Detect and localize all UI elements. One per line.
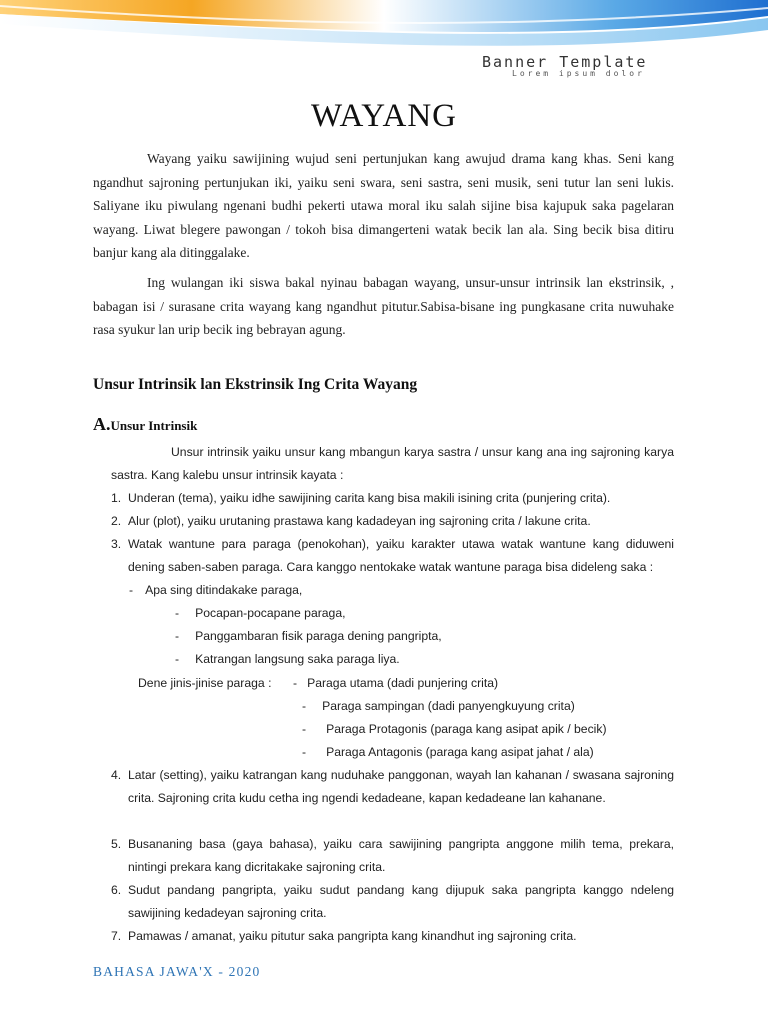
dash-marker: - bbox=[302, 722, 307, 736]
list-item bbox=[111, 833, 674, 879]
list-text: Underan (tema), yaiku idhe sawijining carita kang bisa makili isining crita (punjering crita). bbox=[128, 491, 611, 505]
dash-marker: - bbox=[175, 606, 180, 620]
brand-logo bbox=[482, 54, 692, 78]
list-text: Watak wantune para paraga (penokohan), yaiku karakter utawa watak wantune kang diduweni dening saben-saben paraga. Cara kanggo nentokake watak wantune paraga bisa dideleng saka : bbox=[128, 537, 674, 574]
list-number: 5. bbox=[111, 837, 122, 851]
brand-subtitle: Lorem ipsum dolor bbox=[512, 69, 645, 78]
paragraph-lesson bbox=[93, 271, 674, 342]
list-number: 4. bbox=[111, 768, 122, 782]
sub-list-lead bbox=[129, 579, 302, 602]
dash-marker: - bbox=[302, 745, 307, 759]
list-text: Alur (plot), yaiku urutaning prastawa kang kadadeyan ing sajroning crita / lakune crita. bbox=[128, 514, 591, 528]
section-heading: Unsur Intrinsik lan Ekstrinsik Ing Crita Wayang bbox=[93, 376, 418, 393]
list-number: 2. bbox=[111, 514, 122, 528]
list-text: Latar (setting), yaiku katrangan kang nuduhake panggonan, wayah lan kahanan / swasana sajroning crita. Sajroning crita kudu cetha ing ngendi kedadeane, kapan kedadeane lan kahanane. bbox=[128, 768, 674, 805]
dash-marker: - bbox=[175, 652, 180, 666]
paragraph-text: Wayang yaiku sawijining wujud seni pertunjukan kang awujud drama kang khas. Seni kang ngandhut sajroning pertunjukan iki, yaiku seni swara, seni sastra, seni musik, seni tutur lan seni lukis. Saliyane iku piwulang ngenani budhi pekerti utawa moral iku salah sijine bisa kajupuk saka pagelaran wayang. Liwat blegere pawongan / tokoh bisa dimangerteni watak becik lan ala. Sing becik bisa ditiru banjur kang ala ditinggalake. bbox=[93, 151, 674, 260]
list-text: Pamawas / amanat, yaiku pitutur saka pangripta kang kinandhut ing sajroning crita. bbox=[128, 929, 577, 943]
list-item bbox=[111, 487, 674, 510]
list-text: Sudut pandang pangripta, yaiku sudut pandang kang dijupuk saka pangripta kanggo ndeleng sawijining kedadeyan sajroning crita. bbox=[128, 883, 674, 920]
list-number: 7. bbox=[111, 929, 122, 943]
list-item bbox=[111, 879, 674, 925]
type-text: Paraga utama (dadi punjering crita) bbox=[307, 676, 499, 690]
list-number: 6. bbox=[111, 883, 122, 897]
brand-title: Banner Template bbox=[482, 53, 648, 71]
footer-text: BAHASA JAWA'X - 2020 bbox=[93, 964, 261, 979]
paragraph-text: Ing wulangan iki siswa bakal nyinau babagan wayang, unsur-unsur intrinsik lan ekstrinsik, , babagan isi / surasane crita wayang kang ngandhut pitutur.Sabisa-bisane ing pungkasane crita nuwuhake rasa syukur lan urip becik ing bebrayan agung. bbox=[93, 275, 674, 337]
paragraph-intro bbox=[93, 147, 674, 265]
sub-list-item bbox=[175, 602, 346, 625]
sub-list-text: Panggambaran fisik paraga dening pangripta, bbox=[195, 629, 442, 643]
type-item bbox=[302, 695, 575, 718]
sub-heading-letter: A. bbox=[93, 414, 111, 434]
types-label: Dene jinis-jinise paraga : bbox=[138, 676, 272, 690]
sub-list-text: Katrangan langsung saka paraga liya. bbox=[195, 652, 400, 666]
type-text: Paraga Protagonis (paraga kang asipat apik / becik) bbox=[326, 722, 607, 736]
dash-marker: - bbox=[129, 583, 134, 597]
type-item bbox=[302, 741, 594, 764]
type-item bbox=[293, 672, 498, 695]
list-item bbox=[111, 764, 674, 810]
dash-marker: - bbox=[302, 699, 307, 713]
sub-list-text: Pocapan-pocapane paraga, bbox=[195, 606, 346, 620]
list-number: 1. bbox=[111, 491, 122, 505]
list-item bbox=[111, 925, 674, 948]
dash-marker: - bbox=[293, 676, 298, 690]
list-item bbox=[111, 533, 674, 579]
dash-marker: - bbox=[175, 629, 180, 643]
sub-list-lead-text: Apa sing ditindakake paraga, bbox=[145, 583, 303, 597]
sub-heading bbox=[93, 414, 197, 435]
sub-list-item bbox=[175, 625, 442, 648]
sub-list-item bbox=[175, 648, 400, 671]
list-number: 3. bbox=[111, 537, 122, 551]
page-title: WAYANG bbox=[311, 98, 457, 134]
intro-text: Unsur intrinsik yaiku unsur kang mbangun karya sastra / unsur kang ana ing sajroning karya sastra. Kang kalebu unsur intrinsik kayata : bbox=[111, 445, 674, 482]
intro-paragraph bbox=[111, 441, 674, 487]
type-item bbox=[302, 718, 607, 741]
sub-heading-text: Unsur Intrinsik bbox=[110, 418, 198, 433]
list-item bbox=[111, 510, 674, 533]
type-text: Paraga sampingan (dadi panyengkuyung crita) bbox=[322, 699, 575, 713]
type-text: Paraga Antagonis (paraga kang asipat jahat / ala) bbox=[326, 745, 594, 759]
list-text: Busananing basa (gaya bahasa), yaiku cara sawijining pangripta anggone milih tema, prekara, nintingi prekara kang dicritakake sajroning crita. bbox=[128, 837, 674, 874]
